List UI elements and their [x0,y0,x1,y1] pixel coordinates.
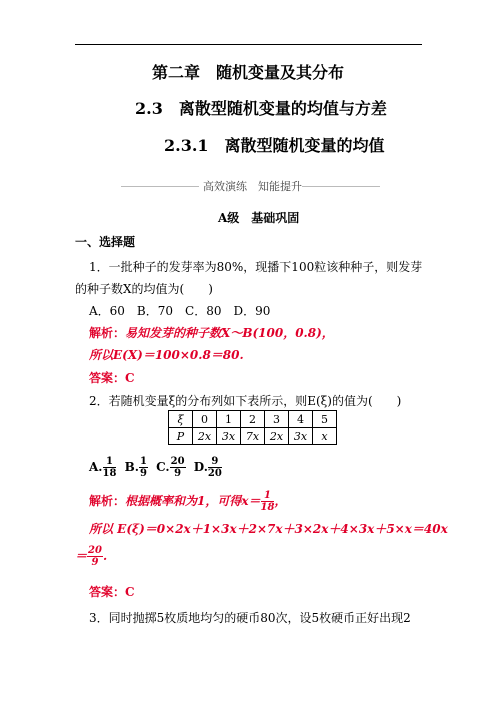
table-cell: 4 [289,411,313,428]
q2-options [89,456,222,479]
table-cell: P [169,428,193,445]
q2-answer-label: 答案： [89,585,126,599]
section-title: 2.3 离散型随机变量的均值与方差 [135,99,387,118]
q1-solution-text1: 易知发芽的种子数X～B(100，0.8)， [125,326,334,340]
q2-solution-text1: 根据概率和为1，可得x＝ [125,494,261,508]
q2-solution-label: 解析： [89,494,126,508]
option-d-fraction: $\frac{9}{20}$ [207,456,222,479]
option-c-label: C. [156,460,170,474]
table-cell: 2x [193,428,217,445]
table-row [169,428,337,445]
separator-line-right [302,186,380,187]
chapter-title: 第二章 随机变量及其分布 [152,63,345,82]
option-b-label: B. [124,460,139,474]
q2-solution-line3: ＝ $\frac{20}{9}$ . [75,545,108,568]
q2-line1: 2．若随机变量ξ的分布列如下表所示，则E(ξ)的值为( ) [89,394,402,408]
q1-solution-line1 [89,324,334,341]
subsection-title: 2.3.1 离散型随机变量的均值 [164,136,385,155]
table-cell: 7x [241,428,265,445]
table-cell: 3x [289,428,313,445]
q1-options: A．60 B．70 C．80 D．90 [89,304,271,318]
table-cell: x [313,428,337,445]
table-cell: 3x [217,428,241,445]
q1-solution-line2: 所以E(X)＝100×0.8＝80. [89,348,244,362]
table-cell: 2 [241,411,265,428]
table-cell: 1 [217,411,241,428]
separator-line-left [121,186,199,187]
table-cell: 0 [193,411,217,428]
q1-answer-label: 答案： [89,371,126,385]
header-rule [75,44,422,45]
q1-answer-value: C [125,371,135,385]
q1-line2: 的种子数X的均值为( ) [75,282,213,296]
table-cell: 3 [265,411,289,428]
option-c-fraction: $\frac{20}{9}$ [170,456,185,479]
q2-answer [89,583,135,600]
option-d-label: D. [193,460,208,474]
separator-label: 高效演练 知能提升 [203,180,302,193]
q1-solution-label: 解析： [89,326,126,340]
level-heading: A级 基础巩固 [218,211,300,225]
q2-result-fraction: $\frac{20}{9}$ [88,545,102,568]
q1-answer [89,369,135,386]
q2-solution-fraction: $\frac{1}{18}$ [260,490,275,513]
table-cell: ξ [169,411,193,428]
option-b-fraction: $\frac{1}{9}$ [139,456,147,479]
q2-solution-line2: 所以 E(ξ)＝0×2x＋1×3x＋2×7x＋3×2x＋4×3x＋5×x＝40x [89,522,448,536]
q1-line1: 1．一批种子的发芽率为80%，现播下100粒该种种子，则发芽 [89,260,423,274]
q3-line1: 3．同时抛掷5枚质地均匀的硬币80次，设5枚硬币正好出现2 [89,611,411,625]
part-heading: 一、选择题 [75,235,136,249]
q2-answer-value: C [125,585,135,599]
option-a-fraction: $\frac{1}{18}$ [102,456,117,479]
table-cell: 2x [265,428,289,445]
distribution-table [168,410,337,445]
table-row [169,411,337,428]
table-cell: 5 [313,411,337,428]
q2-solution-line1: 解析：根据概率和为1，可得x＝ $\frac{1}{18}$ ， [89,490,287,513]
option-a-label: A. [89,460,103,474]
